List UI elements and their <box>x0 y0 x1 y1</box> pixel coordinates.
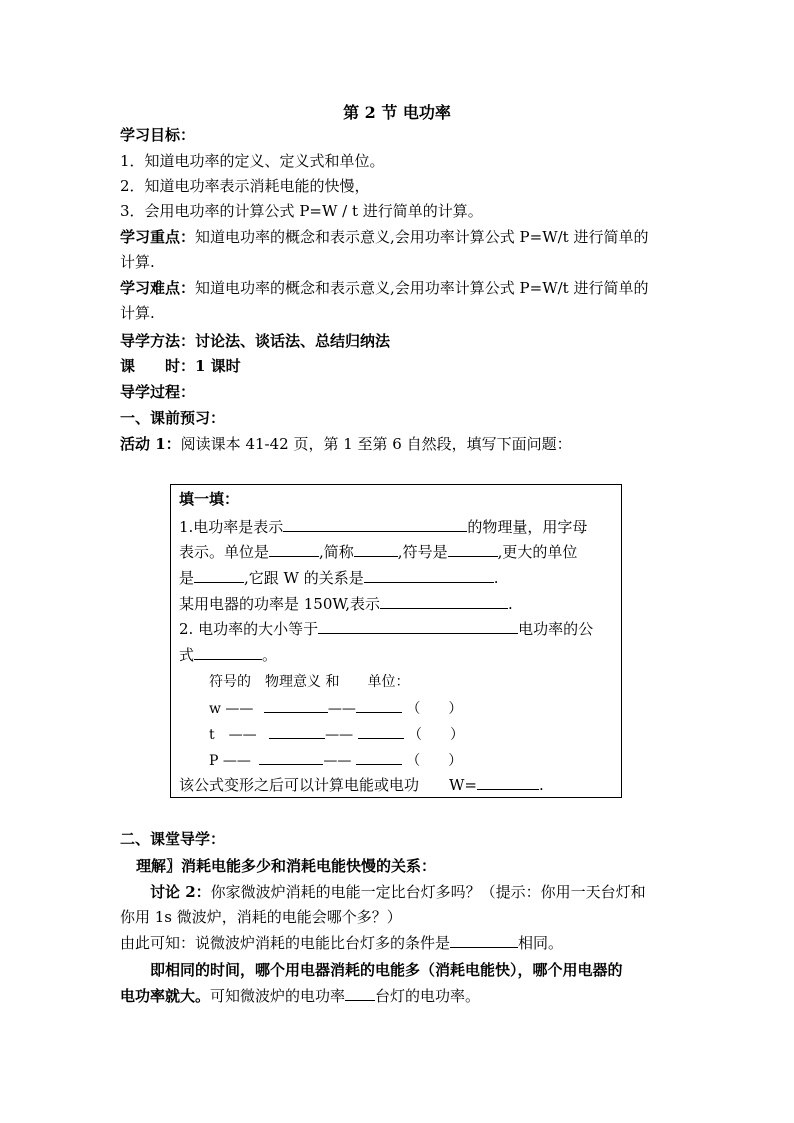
row-paren: （ ） <box>408 727 464 743</box>
blank-unit-t[interactable] <box>358 724 404 739</box>
box-line-6 <box>179 645 277 665</box>
summary-line-1: 即相同的时间，哪个用电器消耗的电能多（消耗电能快），哪个用电器的 <box>150 961 623 979</box>
key-point <box>120 227 648 247</box>
box-text: 表示。单位是 <box>179 543 270 561</box>
box-text: 电功率的公 <box>518 620 594 638</box>
blank-unit[interactable] <box>269 542 319 557</box>
row-symbol: P —— <box>209 753 251 769</box>
box-heading: 填一填： <box>179 490 240 508</box>
box-line-3 <box>179 568 499 588</box>
blank-symbol[interactable] <box>448 542 498 557</box>
conclusion-text: 由此可知：说微波炉消耗的电能比台灯多的条件是 <box>120 934 451 952</box>
row-dash: —— <box>325 727 354 743</box>
difficulty-text: 知道电功率的概念和表示意义,会用功率计算公式 P=W/t 进行简单的 <box>195 279 649 297</box>
blank-relation[interactable] <box>364 568 494 583</box>
discussion-continued: 你用 1s 微波炉，消耗的电能会哪个多？） <box>120 908 402 926</box>
row-dash: —— <box>327 701 356 717</box>
box-text: 1.电功率是表示 <box>179 518 284 536</box>
objectives-heading: 学习目标： <box>120 126 196 144</box>
summary-text: 可知微波炉的电功率 <box>210 987 346 1005</box>
row-symbol: t —— <box>209 727 257 743</box>
row-dash: —— <box>323 753 352 769</box>
blank-abbr[interactable] <box>354 542 398 557</box>
activity-1 <box>120 434 572 454</box>
period: 课 时：1 课时 <box>120 357 241 375</box>
blank-meaning-p[interactable] <box>259 750 323 765</box>
blank-meaning[interactable] <box>380 594 508 609</box>
blank-meaning-w[interactable] <box>264 698 328 713</box>
box-text: ,简称 <box>319 543 354 561</box>
discussion-2 <box>150 882 646 902</box>
difficulty-label: 学习难点： <box>120 279 196 297</box>
box-line-2 <box>179 542 577 562</box>
section-2-heading: 二、课堂导学： <box>120 830 226 848</box>
understand-heading: 理解〗消耗电能多少和消耗电能快慢的关系： <box>136 857 437 875</box>
blank-compare[interactable] <box>345 986 375 1001</box>
box-text: 某用电器的功率是 150W,表示 <box>179 595 380 613</box>
objective-item-3: 3．会用电功率的计算公式 P=W / t 进行简单的计算。 <box>120 202 483 220</box>
discussion-label: 讨论 2： <box>150 883 211 901</box>
row-paren: （ ） <box>406 753 463 769</box>
key-point-text: 知道电功率的概念和表示意义,会用功率计算公式 P=W/t 进行简单的 <box>195 228 649 246</box>
difficulty-continued: 计算. <box>120 304 155 322</box>
activity-1-text: 阅读课本 41-42 页，第 1 至第 6 自然段，填写下面问题： <box>180 435 572 453</box>
box-text: ,更大的单位 <box>497 543 578 561</box>
box-text: 。 <box>262 646 278 664</box>
box-line-last <box>179 775 544 795</box>
section-1-heading: 一、课前预习： <box>120 409 226 427</box>
conclusion-text: 相同。 <box>518 934 564 952</box>
objective-item-2: 2．知道电功率表示消耗电能的快慢， <box>120 177 370 195</box>
summary-line-2 <box>120 986 480 1006</box>
fill-in-box <box>170 484 622 798</box>
box-line-1 <box>179 517 587 537</box>
box-text: . <box>507 595 513 613</box>
blank-1[interactable] <box>283 517 467 532</box>
blank-w-formula[interactable] <box>477 775 539 790</box>
row-paren: （ ） <box>406 701 463 717</box>
blank-formula[interactable] <box>194 645 262 660</box>
table-row <box>209 750 462 770</box>
box-line-5 <box>179 619 593 639</box>
blank-equals[interactable] <box>318 619 518 634</box>
box-text: . <box>539 776 544 794</box>
objective-item-1: 1．知道电功率的定义、定义式和单位。 <box>120 152 385 170</box>
box-text: ,符号是 <box>397 543 448 561</box>
box-text: . <box>493 569 499 587</box>
row-symbol: w —— <box>209 701 254 717</box>
summary-bold: 电功率就大。 <box>120 987 211 1005</box>
box-text: 该公式变形之后可以计算电能或电功 W= <box>179 776 477 794</box>
table-header: 符号的 物理意义 和 单位： <box>209 674 410 690</box>
blank-unit-p[interactable] <box>356 750 402 765</box>
activity-1-label: 活动 1： <box>120 435 181 453</box>
page-title: 第 2 节 电功率 <box>343 103 451 122</box>
method: 导学方法：讨论法、谈话法、总结归纳法 <box>120 332 391 350</box>
discussion-text: 你家微波炉消耗的电能一定比台灯多吗？（提示：你用一天台灯和 <box>210 883 646 901</box>
blank-unit-w[interactable] <box>356 698 402 713</box>
blank-condition[interactable] <box>450 933 518 948</box>
key-point-continued: 计算. <box>120 253 155 271</box>
box-text: 是 <box>179 569 195 587</box>
box-text: 式 <box>179 646 195 664</box>
table-row <box>209 724 464 744</box>
table-row <box>209 698 462 718</box>
key-point-label: 学习重点： <box>120 228 196 246</box>
blank-meaning-t[interactable] <box>269 724 325 739</box>
conclusion <box>120 933 563 953</box>
box-text: 的物理量，用字母 <box>467 518 588 536</box>
blank-bigger-unit[interactable] <box>194 568 244 583</box>
summary-text: 台灯的电功率。 <box>375 987 481 1005</box>
box-line-4 <box>179 594 513 614</box>
difficulty <box>120 278 648 298</box>
box-text: ,它跟 W 的关系是 <box>244 569 364 587</box>
process-heading: 导学过程： <box>120 383 196 401</box>
box-text: 2. 电功率的大小等于 <box>179 620 319 638</box>
